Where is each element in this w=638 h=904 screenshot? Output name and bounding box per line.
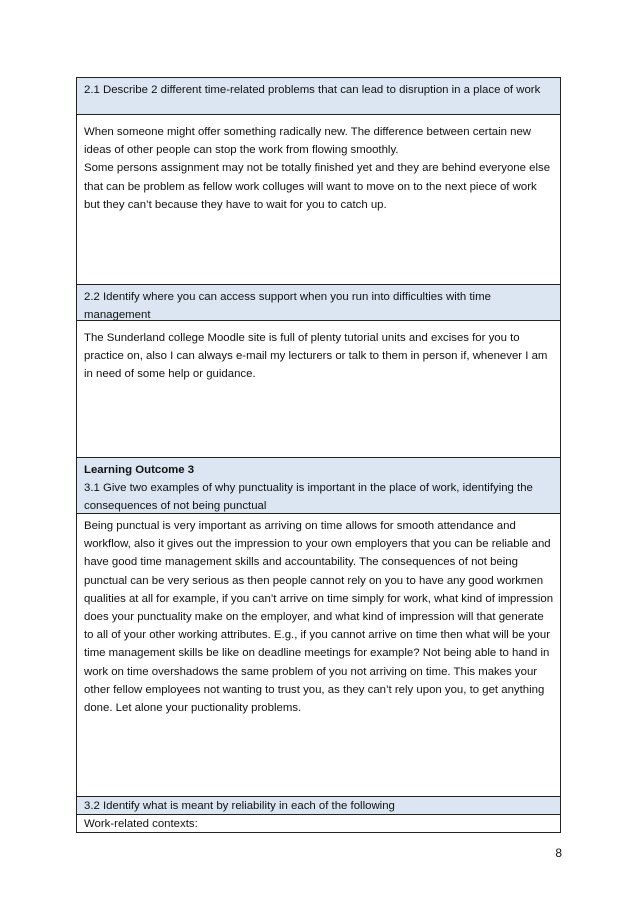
question-text: 2.1 Describe 2 different time-related problems that can lead to disruption in a place of work xyxy=(84,84,541,96)
assignment-table xyxy=(76,77,561,833)
question-row-2-2 xyxy=(77,284,560,320)
question-row-3-1 xyxy=(77,457,560,513)
question-row-2-1 xyxy=(77,78,560,114)
page-number: 8 xyxy=(555,846,562,860)
section-heading: Learning Outcome 3 xyxy=(84,464,195,476)
answer-paragraph: Being punctual is very important as arriving on time allows for smooth attendance and workflow, also it gives out the impression to your own employers that you can be reliable and have good time management skills and accountability. The consequences of not being punctual can be very serious as then people cannot rely on you to have any good workmen qualities at all for example, if you can’t arrive on time simply for work, what kind of impression does your punctuality make on the employer, and what kind of impression will that generate to all of your other working attributes. E.g., if you cannot arrive on time then what will be your time management skills be like on deadline meetings for example? Not being able to hand in work on time overshadows the same problem of you not arriving on time. This makes your other fellow employees not wanting to trust you, as they can’t rely upon you, to get anything done. Let alone your puctionality problems. xyxy=(84,520,554,715)
question-row-3-2 xyxy=(77,796,560,814)
answer-paragraph: Some persons assignment may not be totally finished yet and they are behind everyone else that can be problem as fellow work colluges will want to move on to the next piece of work but they can’t because they have to wait for you to catch up. xyxy=(84,162,551,211)
question-text: 3.1 Give two examples of why punctuality is important in the place of work, identifying the consequences of not being punctual xyxy=(84,482,533,513)
question-text: 3.2 Identify what is meant by reliability in each of the following xyxy=(84,800,395,812)
subrow-label: Work-related contexts: xyxy=(84,818,198,830)
answer-paragraph: When someone might offer something radically new. The difference between certain new ideas of other people can stop the work from flowing smoothly. xyxy=(84,126,532,157)
answer-row-3-1 xyxy=(77,513,560,796)
work-related-contexts-row xyxy=(77,814,560,832)
question-text: 2.2 Identify where you can access support when you run into difficulties with time management xyxy=(84,291,491,322)
answer-row-2-1 xyxy=(77,114,560,284)
answer-paragraph: The Sunderland college Moodle site is full of plenty tutorial units and excises for you to practice on, also I can always e-mail my lecturers or talk to them in person if, whenever I am in need of some help or guidance. xyxy=(84,332,548,381)
answer-row-2-2 xyxy=(77,320,560,457)
